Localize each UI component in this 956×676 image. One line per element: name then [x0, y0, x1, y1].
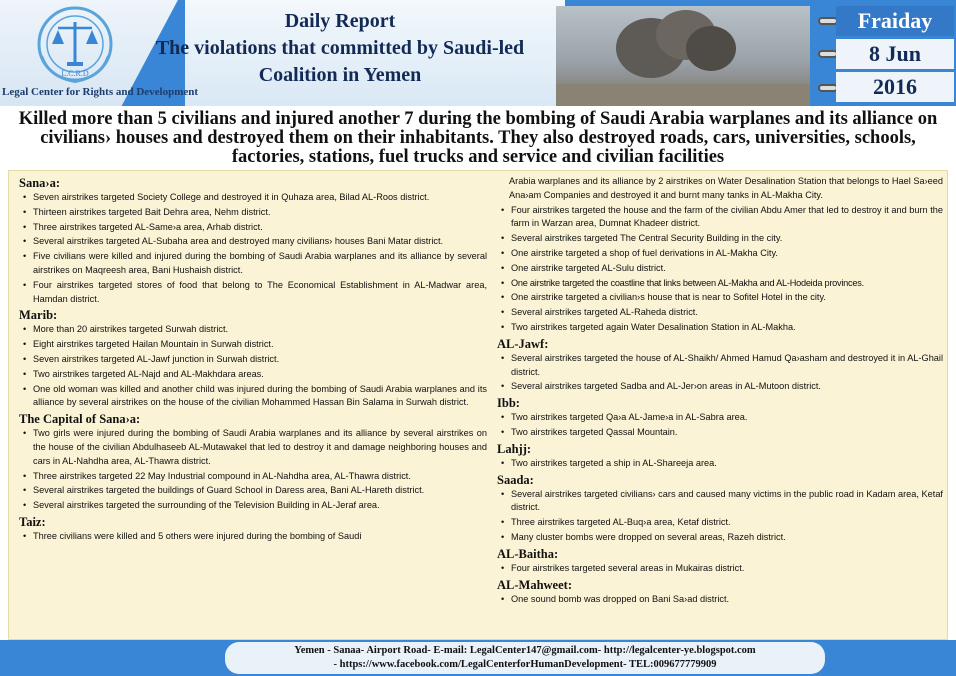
report-title-line-1: Daily Report — [284, 10, 396, 32]
date-panel — [818, 6, 954, 102]
list-item: • Three airstrikes targeted AL-Same›a area, Arhab district. — [19, 221, 487, 235]
section-title-lahjj: Lahjj: — [497, 441, 532, 456]
list-item: • Three civilians were killed and 5 others were injured during the bombing of Saudi — [19, 530, 487, 544]
contact-info — [225, 642, 825, 674]
list-item: • Two airstrikes targeted a ship in AL-Shareeja area. — [497, 457, 943, 471]
right-column — [497, 175, 943, 607]
list-item: • Two airstrikes targeted AL-Najd and AL-Makhdara areas. — [19, 368, 487, 382]
date-year: 2016 — [836, 72, 954, 102]
list-item: • Several airstrikes targeted The Central Security Building in the city. — [497, 232, 943, 246]
list-item: • One airstrike targeted the coastline that links between AL-Makha and AL-Hodeida provinces. — [497, 277, 943, 291]
report-header — [0, 0, 956, 106]
list-item: • More than 20 airstrikes targeted Surwah district. — [19, 323, 487, 337]
report-title-line-2: The violations that committed by Saudi-led — [155, 37, 525, 59]
section-title-ibb: Ibb: — [497, 396, 520, 411]
list-item: • One old woman was killed and another child was injured during the bombing of Saudi Arabia warplanes and its alliance by several airstrikes on the house of the civilian Mohammed Hassan Bin Salama in Surwah district. — [19, 383, 487, 411]
list-item: • Several airstrikes targeted the surrounding of the Television Building in AL-Jeraf area. — [19, 499, 487, 513]
section-title-mahweet: AL-Mahweet: — [497, 577, 572, 592]
section-title-saada: Saada: — [497, 472, 534, 487]
date-day: Fraiday — [836, 6, 954, 36]
section-title-taiz: Taiz: — [19, 514, 46, 529]
list-item: • Two airstrikes targeted Qa›a AL-Jame›a in AL-Sabra area. — [497, 411, 943, 425]
scales-of-justice-logo-icon — [30, 4, 120, 88]
report-body — [8, 170, 948, 640]
list-item: • One sound bomb was dropped on Bani Sa›ad district. — [497, 593, 943, 607]
report-title-line-3: Coalition in Yemen — [258, 64, 422, 86]
left-column — [19, 175, 487, 545]
list-item: • One airstrike targeted a civilian›s house that is near to Sofitel Hotel in the city. — [497, 291, 943, 305]
list-item-continued: Arabia warplanes and its alliance by 2 airstrikes on Water Desalination Station that belongs to Hael Sa›eed Ana›am Companies and destroyed it and burnt many tanks in AL-Makha City. — [509, 176, 943, 200]
binder-ring-icon — [818, 50, 838, 58]
report-title — [130, 8, 550, 89]
list-item: • Several airstrikes targeted AL-Subaha area and destroyed many civilians› houses Bani Matar district. — [19, 235, 487, 249]
section-title-marib: Marib: — [19, 308, 58, 323]
list-item: • Four airstrikes targeted several areas in Mukairas district. — [497, 562, 943, 576]
list-item: • Two airstrikes targeted again Water Desalination Station in AL-Makha. — [497, 321, 943, 335]
list-item: • Several airstrikes targeted AL-Raheda district. — [497, 306, 943, 320]
list-item: • Thirteen airstrikes targeted Bait Dehra area, Nehm district. — [19, 206, 487, 220]
list-item: • Five civilians were killed and injured during the bombing of Saudi Arabia warplanes and its alliance by several airstrikes on Maqreesh area, Bani Hushaish district. — [19, 250, 487, 278]
list-item: • Several airstrikes targeted civilians› cars and caused many victims in the public road in Kadam area, Ketaf district. — [497, 488, 943, 516]
list-item: • Two girls were injured during the bombing of Saudi Arabia warplanes and its alliance by several airstrikes on the house of the civilian Abdulhaseeb AL-Mutawakel that led to destroy it and damage neighboring houses and cars in AL-Nahdha area, AL-Thawra district. — [19, 427, 487, 468]
airstrike-smoke-photo — [556, 6, 810, 106]
section-title-sanaa: Sana›a: — [19, 176, 60, 190]
report-headline: Killed more than 5 civilians and injured another 7 during the bombing of Saudi Arabia warplanes and its alliance on civilians› houses and destroyed them on their inhabitants. They also destroyed roads, cars, universities, schools, factories, stations, fuel trucks and service and civilian facilities — [18, 109, 938, 167]
list-item: • Three airstrikes targeted 22 May Industrial compound in AL-Nahdha area, AL-Thawra district. — [19, 470, 487, 484]
list-item: • Several airstrikes targeted the buildings of Guard School in Daress area, Bani AL-Hareth district. — [19, 484, 487, 498]
section-title-baitha: AL-Baitha: — [497, 546, 559, 561]
report-footer — [0, 640, 956, 676]
logo-text: L.C.R.D — [61, 69, 89, 78]
list-item: • One airstrike targeted AL-Sulu district. — [497, 262, 943, 276]
list-item: • Seven airstrikes targeted AL-Jawf junction in Surwah district. — [19, 353, 487, 367]
contact-line-1: Yemen - Sanaa- Airport Road- E-mail: LegalCenter147@gmail.com- http://legalcenter-ye.blogspot.com — [294, 645, 756, 656]
binder-ring-icon — [818, 17, 838, 25]
list-item: • Eight airstrikes targeted Hailan Mountain in Surwah district. — [19, 338, 487, 352]
list-item: • Several airstrikes targeted Sadba and AL-Jer›on areas in AL-Mutoon district. — [497, 380, 943, 394]
list-item: • One airstrike targeted a shop of fuel derivations in AL-Makha City. — [497, 247, 943, 261]
list-item: • Four airstrikes targeted stores of food that belong to The Economical Establishment in AL-Madwar area, Hamdan district. — [19, 279, 487, 307]
section-title-jawf: AL-Jawf: — [497, 336, 549, 351]
section-title-capital-sanaa: The Capital of Sana›a: — [19, 412, 141, 427]
list-item: • Four airstrikes targeted the house and the farm of the civilian Abdu Amer that led to destroy it and burn the farm in Warzan area, Dumnat Khadeer district. — [497, 204, 943, 232]
contact-line-2: - https://www.facebook.com/LegalCenterforHumanDevelopment- TEL:009677779909 — [333, 659, 717, 670]
list-item: • Two airstrikes targeted Qassal Mountain. — [497, 426, 943, 440]
binder-ring-icon — [818, 84, 838, 92]
list-item: • Several airstrikes targeted the house of AL-Shaikh/ Ahmed Hamud Qa›asham and destroyed it in AL-Ghail district. — [497, 352, 943, 380]
logo-caption: Legal Center for Rights and Development — [2, 86, 199, 98]
list-item: • Many cluster bombs were dropped on several areas, Razeh district. — [497, 531, 943, 545]
date-day-month: 8 Jun — [836, 39, 954, 69]
list-item: • Three airstrikes targeted AL-Buq›a area, Ketaf district. — [497, 516, 943, 530]
list-item: • Seven airstrikes targeted Society College and destroyed it in Quhaza area, Bilad AL-Roos district. — [19, 191, 487, 205]
